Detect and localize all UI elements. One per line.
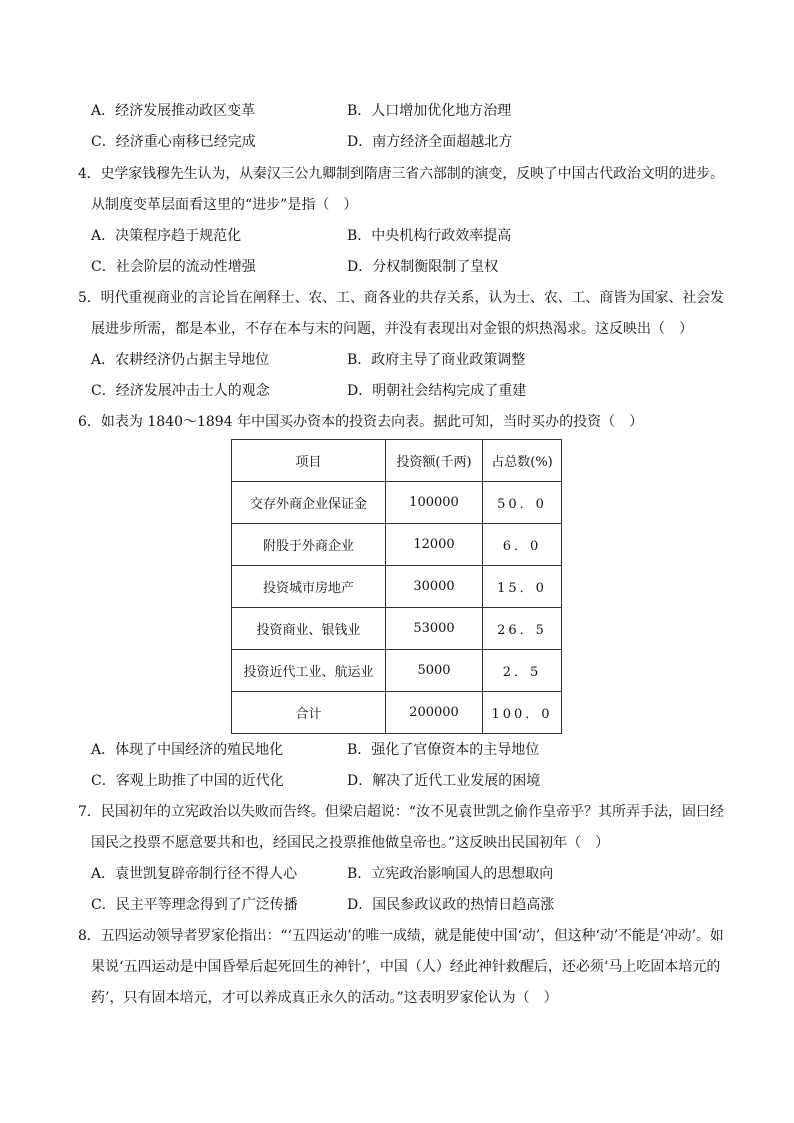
table-total-row [232,692,562,734]
q7-stem-line-2: 国民之投票不愿意要共和也，经国民之投票推他做皇帝也。”这反映出民国初年（ ） [91,835,610,851]
table-cell-percent: 50．0 [483,482,562,524]
q6-stem-line-1: 6．如表为 1840～1894 年中国买办资本的投资去向表。据此可知，当时买办的投资（ ） [78,414,644,430]
q8-stem-line-1: 8．五四运动领导者罗家伦指出：“‘五四运动’的唯一成绩，就是能使中国‘动’，但这种‘动’不能是‘冲动’。如 [78,928,724,944]
q5-option-d[interactable]: D．明朝社会结构完成了重建 [347,383,527,399]
table-cell-amount: 53000 [386,608,483,650]
table-cell-item: 投资商业、银钱业 [232,608,386,650]
table-cell-amount: 5000 [386,650,483,692]
table-row [232,566,562,608]
q6-option-a[interactable]: A．体现了中国经济的殖民地化 [91,742,284,758]
q4-option-a[interactable]: A．决策程序趋于规范化 [91,228,242,244]
q5-stem-line-2: 展进步所需，都是本业，不存在本与末的问题，并没有表现出对金银的炽热渴求。这反映出（ ） [91,321,693,337]
q3-option-a[interactable]: A．经济发展推动政区变革 [91,103,256,119]
table-cell-percent: 26．5 [483,608,562,650]
table-cell-percent: 2．5 [483,650,562,692]
q7-stem-line-1: 7．民国初年的立宪政治以失败而告终。但梁启超说：“汝不见袁世凯之偷作皇帝乎？其所弄手法，固曰经 [78,804,725,820]
table-header-cell: 投资额(千两) [386,440,483,482]
q4-stem-line-2: 从制度变革层面看这里的“进步”是指（ ） [91,197,358,213]
q7-option-b[interactable]: B．立宪政治影响国人的思想取向 [347,866,554,882]
table-row [232,482,562,524]
q3-option-c[interactable]: C．经济重心南移已经完成 [91,134,256,150]
q7-option-d[interactable]: D．国民参政议政的热情日趋高涨 [347,897,555,913]
investment-table [231,439,562,734]
table-cell-amount: 12000 [386,524,483,566]
table-cell-percent: 15．0 [483,566,562,608]
q7-option-a[interactable]: A．袁世凯复辟帝制行径不得人心 [91,866,298,882]
q7-option-c[interactable]: C．民主平等理念得到了广泛传播 [91,897,298,913]
table-cell-item: 合计 [232,692,386,734]
table-row [232,608,562,650]
q8-stem-line-3: 药’，只有固本培元，才可以养成真正永久的活动。”这表明罗家伦认为（ ） [91,990,558,1006]
q3-option-b[interactable]: B．人口增加优化地方治理 [347,103,512,119]
table-cell-item: 附股于外商企业 [232,524,386,566]
table-cell-item: 投资城市房地产 [232,566,386,608]
table-header-row [232,440,562,482]
table-cell-item: 交存外商企业保证金 [232,482,386,524]
q5-stem-line-1: 5．明代重视商业的言论旨在阐释士、农、工、商各业的共存关系，认为士、农、工、商皆为国家、社会发 [78,290,724,306]
table-cell-percent: 6．0 [483,524,562,566]
q6-option-c[interactable]: C．客观上助推了中国的近代化 [91,773,284,789]
q4-stem-line-1: 4．史学家钱穆先生认为，从秦汉三公九卿制到隋唐三省六部制的演变，反映了中国古代政治文明的进步。 [78,166,724,182]
q4-option-c[interactable]: C．社会阶层的流动性增强 [91,259,256,275]
q6-option-d[interactable]: D．解决了近代工业发展的困境 [347,773,541,789]
q5-option-c[interactable]: C．经济发展冲击士人的观念 [91,383,270,399]
q5-option-a[interactable]: A．农耕经济仍占据主导地位 [91,352,270,368]
table-row [232,524,562,566]
q5-option-b[interactable]: B．政府主导了商业政策调整 [347,352,526,368]
table-cell-amount: 200000 [386,692,483,734]
q4-option-b[interactable]: B．中央机构行政效率提高 [347,228,512,244]
table-cell-item: 投资近代工业、航运业 [232,650,386,692]
table-header-cell: 占总数(%) [483,440,562,482]
table-cell-percent: 100．0 [483,692,562,734]
q8-stem-line-2: 果说‘五四运动是中国昏晕后起死回生的神针’，中国（人）经此神针救醒后，还必须‘马上吃固本培元的 [91,959,721,975]
q4-option-d[interactable]: D．分权制衡限制了皇权 [347,259,499,275]
table-cell-amount: 30000 [386,566,483,608]
q6-option-b[interactable]: B．强化了官僚资本的主导地位 [347,742,540,758]
table-row [232,650,562,692]
table-header-cell: 项目 [232,440,386,482]
q3-option-d[interactable]: D．南方经济全面超越北方 [347,134,513,150]
table-cell-amount: 100000 [386,482,483,524]
